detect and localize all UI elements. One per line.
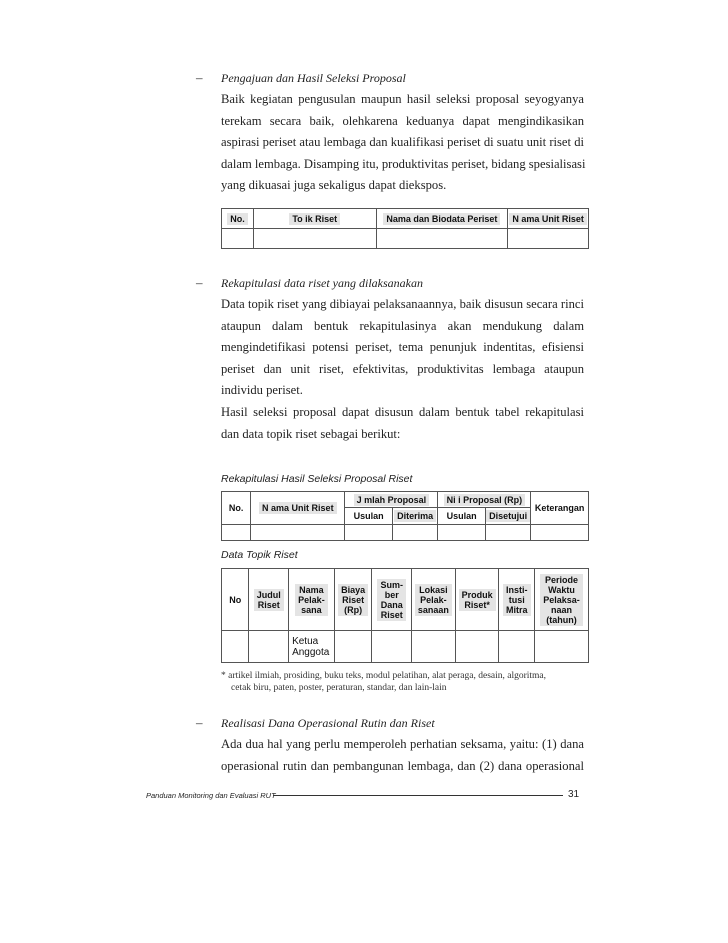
paragraph-realisasi xyxy=(221,734,584,777)
column-header: N ama Unit Riset xyxy=(251,492,345,525)
footnote-line: cetak biru, paten, poster, peraturan, standar, dan lain-lain xyxy=(231,683,447,693)
column-header: No xyxy=(222,569,249,631)
table-cell xyxy=(345,525,393,541)
text-line: mengindetifikasi potensi periset, tema penunjuk indentitas, efisiensi xyxy=(221,340,584,355)
paragraph-pengajuan xyxy=(221,89,584,197)
table-cell xyxy=(535,631,589,663)
text-line: periset dan unit riset, efektivitas, produktivitas lembaga ataupun xyxy=(221,361,584,376)
bullet-dash: – xyxy=(196,70,203,85)
text-line: individu periset. xyxy=(221,383,303,398)
bullet-dash: – xyxy=(196,275,203,290)
footer-rule xyxy=(273,795,563,796)
column-header: Biaya Riset (Rp) xyxy=(334,569,372,631)
table-cell xyxy=(249,631,289,663)
table-cell xyxy=(508,229,589,249)
column-header: Produk Riset* xyxy=(455,569,499,631)
table-periset xyxy=(221,208,589,249)
table-cell xyxy=(376,229,508,249)
text-line: dalam lembaga. Disamping itu, produktivitas periset, bidang spesialisasi xyxy=(221,156,586,171)
column-header: Insti- tusi Mitra xyxy=(499,569,535,631)
table-cell xyxy=(531,525,589,541)
column-header: Ni i Proposal (Rp) xyxy=(438,492,531,508)
column-header: Usulan xyxy=(345,508,393,525)
section-heading-pengajuan: Pengajuan dan Hasil Seleksi Proposal xyxy=(221,71,406,85)
table-cell xyxy=(222,229,254,249)
table-cell xyxy=(222,525,251,541)
table-cell xyxy=(372,631,412,663)
page-number: 31 xyxy=(568,789,580,800)
footnote xyxy=(221,670,586,694)
table-cell xyxy=(499,631,535,663)
column-header: Sum- ber Dana Riset xyxy=(372,569,412,631)
section-heading-realisasi: Realisasi Dana Operasional Rutin dan Riset xyxy=(221,716,435,730)
table-cell xyxy=(455,631,499,663)
column-header: No. xyxy=(222,209,254,229)
text-line: Baik kegiatan pengusulan maupun hasil seleksi proposal seyogyanya xyxy=(221,92,584,106)
text-line: yang dikuasai juga sekaligus dapat diekspos. xyxy=(221,178,447,193)
section-heading-rekapitulasi: Rekapitulasi data riset yang dilaksanakan xyxy=(221,276,423,290)
table-cell xyxy=(222,631,249,663)
bullet-dash: – xyxy=(196,715,203,730)
text-line: ataupun dalam bentuk rekapitulasinya akan mendukung dalam xyxy=(221,318,584,333)
table-rekapitulasi xyxy=(221,491,589,541)
column-header: Judul Riset xyxy=(249,569,289,631)
column-header: Lokasi Pelak- sanaan xyxy=(412,569,456,631)
table-cell xyxy=(251,525,345,541)
column-header: Keterangan xyxy=(531,492,589,525)
column-header: Usulan xyxy=(438,508,486,525)
column-header: Periode Waktu Pelaksa- naan (tahun) xyxy=(535,569,589,631)
footnote-mark: * xyxy=(221,671,226,681)
column-header: Nama dan Biodata Periset xyxy=(376,209,508,229)
text-line: operasional rutin dan pembangunan lembaga, dan (2) dana operasional xyxy=(221,758,584,773)
column-header: Disetujui xyxy=(485,508,531,525)
table-cell xyxy=(438,525,486,541)
table-cell-pelaksana: Ketua Anggota xyxy=(289,631,335,663)
table-caption: Data Topik Riset xyxy=(221,549,298,561)
text-line: Data topik riset yang dibiayai pelaksanaannya, baik disusun secara rinci xyxy=(221,297,584,311)
paragraph-rekapitulasi xyxy=(221,294,584,445)
column-header: N ama Unit Riset xyxy=(508,209,589,229)
column-header: J mlah Proposal xyxy=(345,492,438,508)
table-cell xyxy=(253,229,376,249)
table-caption: Rekapitulasi Hasil Seleksi Proposal Riset xyxy=(221,473,413,485)
text-line: aspirasi periset atau lembaga dan kualifikasi periset di suatu unit riset di xyxy=(221,135,584,150)
column-header: No. xyxy=(222,492,251,525)
text-line: Hasil seleksi proposal dapat disusun dalam bentuk tabel rekapitulasi xyxy=(221,404,584,419)
column-header: To ik Riset xyxy=(253,209,376,229)
footnote-line: artikel ilmiah, prosiding, buku teks, modul pelatihan, alat peraga, desain, algoritma, xyxy=(228,671,547,681)
column-header: Diterima xyxy=(392,508,437,525)
column-header: Nama Pelak- sana xyxy=(289,569,335,631)
table-data-topik xyxy=(221,568,589,663)
text-line: Ada dua hal yang perlu memperoleh perhatian seksama, yaitu: (1) dana xyxy=(221,737,584,751)
footer-title: Panduan Monitoring dan Evaluasi RUT xyxy=(146,791,276,800)
table-cell xyxy=(485,525,531,541)
table-cell xyxy=(392,525,437,541)
table-cell xyxy=(334,631,372,663)
text-line: terekam secara baik, olehkarena keduanya dapat mengindikasikan xyxy=(221,113,584,128)
text-line: dan data topik riset sebagai berikut: xyxy=(221,426,401,441)
table-cell xyxy=(412,631,456,663)
